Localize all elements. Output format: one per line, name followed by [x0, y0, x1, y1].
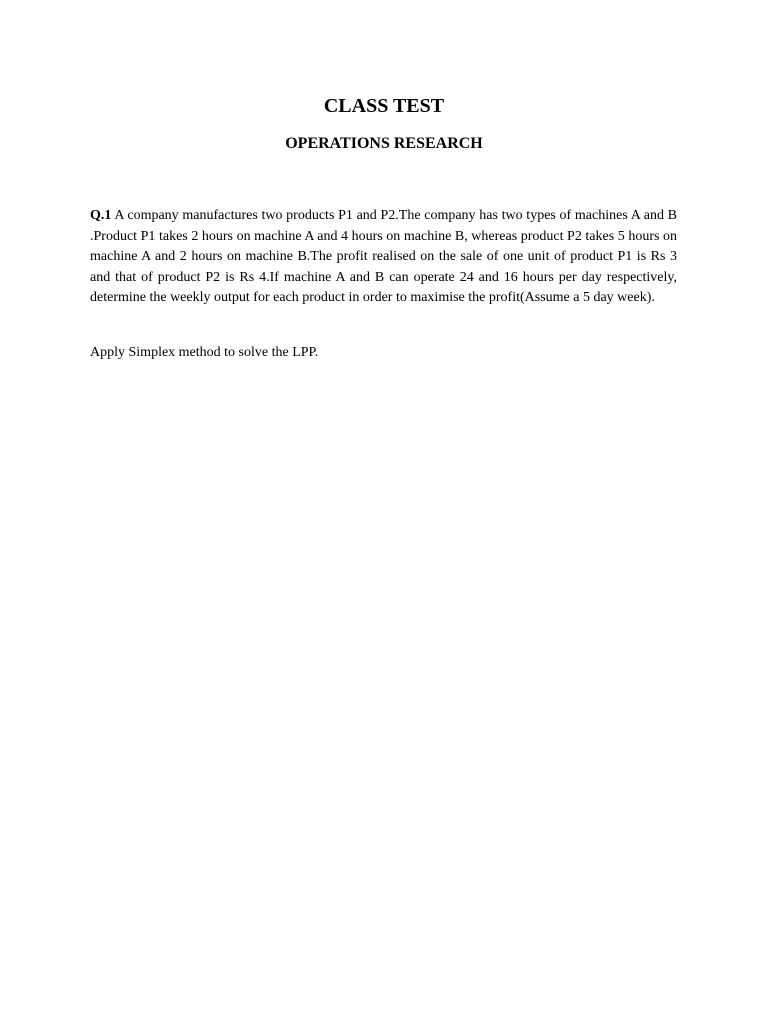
question-text: A company manufactures two products P1 and P2.The company has two types of machines A and B .Product P1 takes 2 hours on machine A and 4 hours on machine B, whereas product P2 takes 5 hours on machine A and 2 hours on machine B.The profit realised on the sale of one unit of product P1 is Rs 3 and that of product P2 is Rs 4.If machine A and B can operate 24 and 16 hours per day respectively, determine the weekly output for each product in order to maximise the profit(Assume a 5 day week). — [90, 208, 677, 306]
document-subtitle: OPERATIONS RESEARCH — [285, 135, 483, 152]
instruction-text: Apply Simplex method to solve the LPP. — [90, 345, 319, 360]
document-title: CLASS TEST — [323, 95, 445, 117]
question-label: Q.1 — [90, 208, 112, 223]
question-paragraph — [90, 206, 677, 309]
